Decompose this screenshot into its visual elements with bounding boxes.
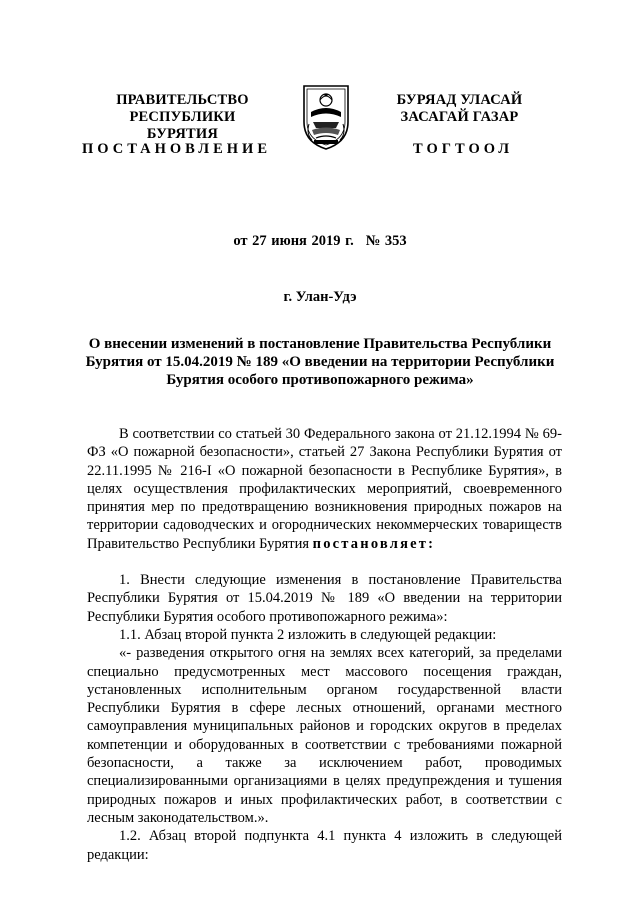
header-left-block [95, 92, 270, 143]
city-line: г. Улан-Удэ [283, 289, 357, 305]
preamble-paragraph [87, 425, 562, 553]
government-name-line1: ПРАВИТЕЛЬСТВО [116, 92, 249, 108]
government-name-bua-line1: БУРЯАД УЛАСАЙ [396, 92, 523, 108]
item-1: 1. Внести следующие изменения в постановление Правительства Республики Бурятия от 15.04.2019 № 189 «О введении на территории Республики Бурятия особого противопожарного режима»: [87, 572, 562, 625]
item-1-2: 1.2. Абзац второй подпункта 4.1 пункта 4 изложить в следующей редакции: [87, 828, 562, 863]
item-1-1: 1.1. Абзац второй пункта 2 изложить в следующей редакции: [119, 626, 497, 643]
doc-type-buryat: ТОГТООЛ [413, 141, 514, 157]
document-body [87, 425, 562, 864]
decree-date: от 27 июня 2019 г. [233, 233, 354, 249]
date-line [0, 233, 640, 250]
quoted-amendment: «- разведения открытого огня на землях всех категорий, за пределами специально предусмотренных мест массового посещения граждан, установленных исполнительным органом государственной власти Республики Бурятия в сфере лесных отношений, органами местного самоуправления муниципальных районов и городских округов в пределах компетенции и оборудованных в соответствии с требованиями пожарной безопасности, а также за исключением работ, проводимых специализированными организациями в целях предупреждения и тушения природных пожаров и иных профилактических работ, в соответствии с лесным законодательством.». [87, 645, 562, 826]
header-right-block [372, 92, 547, 126]
document-title: О внесении изменений в постановление Правительства Республики Бурятия от 15.04.2019 № 189 «О введении на территории Республики Бурятия особого противопожарного режима» [85, 336, 555, 388]
preamble-text: В соответствии со статьей 30 Федерального закона от 21.12.1994 № 69-ФЗ «О пожарной безопасности», статьей 27 Закона Республики Бурятия от 22.11.1995 № 216-I «О пожарной безопасности в Республике Бурятия», в целях осуществления профилактических мероприятий, своевременного принятия мер по предотвращению возникновения природных пожаров на территории садоводческих и огороднических некоммерческих товариществ Правительство Республики Бурятия [87, 426, 562, 552]
coat-of-arms-icon [300, 82, 352, 152]
government-name-bua-line2: ЗАСАГАЙ ГАЗАР [400, 109, 519, 125]
government-name-line2: РЕСПУБЛИКИ БУРЯТИЯ [129, 109, 236, 142]
doc-type-russian: ПОСТАНОВЛЕНИЕ [82, 141, 272, 157]
decree-number: № 353 [365, 233, 407, 249]
decree-word: постановляет: [312, 535, 436, 552]
